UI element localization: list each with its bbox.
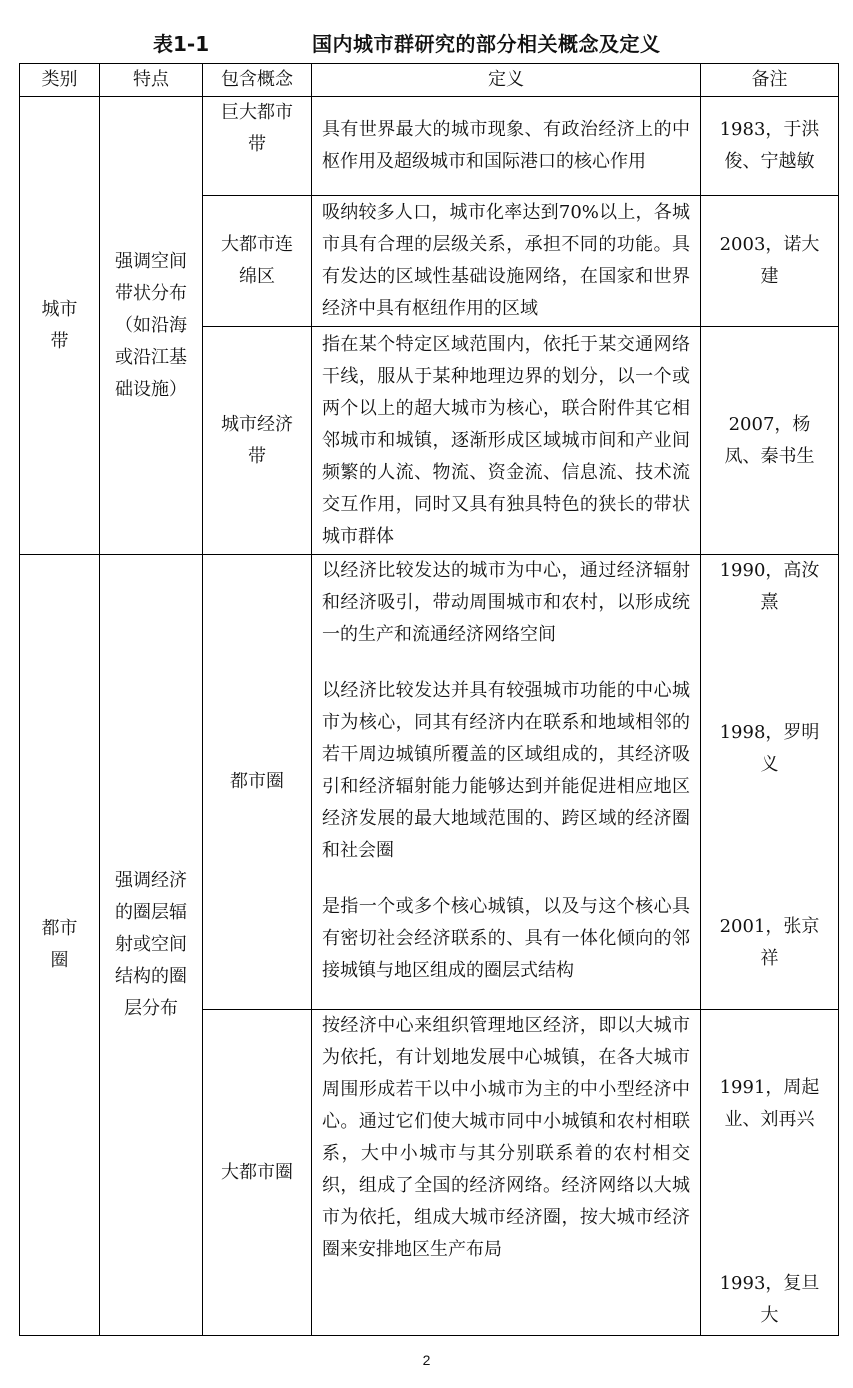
feature-cell: 强调空间带状分布（如沿海或沿江基础设施） bbox=[100, 97, 203, 555]
category-cell: 城市带 bbox=[20, 97, 100, 555]
definition-cell: 指在某个特定区域范围内，依托于某交通网络干线，服从于某种地理边界的划分，以一个或两个以上的超大城市为核心，联合附件其它相邻城市和城镇，逐渐形成区域城市间和产业间频繁的人流、物流、资金流、信息流、技术流交互作用，同时又具有独具特色的狭长的带状城市群体 bbox=[312, 327, 701, 555]
definition-cell bbox=[312, 555, 701, 1010]
header-row bbox=[20, 64, 839, 97]
concept-cell: 巨大都市带 bbox=[203, 97, 312, 196]
header-note: 备注 bbox=[701, 64, 839, 97]
concepts-table bbox=[19, 63, 839, 1336]
definition-paragraph: 是指一个或多个核心城镇，以及与这个核心具有密切社会经济联系的、具有一体化倾向的邻接城镇与地区组成的圈层式结构 bbox=[322, 896, 690, 981]
page-number: 2 bbox=[422, 1352, 431, 1368]
note-cell: 2007，杨凤、秦书生 bbox=[701, 327, 839, 555]
concept-cell: 都市圈 bbox=[203, 555, 312, 1010]
table-caption bbox=[0, 28, 853, 58]
header-concept: 包含概念 bbox=[203, 64, 312, 97]
concept-cell: 大都市连绵区 bbox=[203, 196, 312, 327]
note-text: 1990，高汝熹 bbox=[719, 560, 820, 613]
note-cell: 1983，于洪俊、宁越敏 bbox=[701, 97, 839, 196]
note-cell bbox=[701, 555, 839, 1010]
note-text: 1991，周起业、刘再兴 bbox=[719, 1077, 820, 1130]
note-cell bbox=[701, 1010, 839, 1336]
definition-paragraph: 以经济比较发达并具有较强城市功能的中心城市为核心，同其有经济内在联系和地域相邻的若干周边城镇所覆盖的区域组成的，其经济吸引和经济辐射能力能够达到并能促进相应地区经济发展的最大地域范围的、跨区域的经济圈和社会圈 bbox=[322, 680, 690, 861]
table-row bbox=[20, 97, 839, 196]
header-feature: 特点 bbox=[100, 64, 203, 97]
header-category: 类别 bbox=[20, 64, 100, 97]
paragraph-gap bbox=[322, 651, 690, 675]
note-text: 1998，罗明义 bbox=[719, 722, 820, 775]
definition-cell: 具有世界最大的城市现象、有政治经济上的中枢作用及超级城市和国际港口的核心作用 bbox=[312, 97, 701, 196]
definition-paragraph: 以经济比较发达的城市为中心，通过经济辐射和经济吸引，带动周围城市和农村，以形成统一的生产和流通经济网络空间 bbox=[322, 560, 690, 645]
concept-cell: 城市经济带 bbox=[203, 327, 312, 555]
table-row bbox=[20, 555, 839, 1010]
table-title: 国内城市群研究的部分相关概念及定义 bbox=[312, 32, 661, 56]
table-number: 表1-1 bbox=[153, 32, 210, 56]
category-cell: 都市圈 bbox=[20, 555, 100, 1336]
feature-cell: 强调经济的圈层辐射或空间结构的圈层分布 bbox=[100, 555, 203, 1336]
note-text: 1993，复旦大 bbox=[719, 1273, 820, 1326]
concept-cell: 大都市圈 bbox=[203, 1010, 312, 1336]
note-text: 2001，张京祥 bbox=[719, 916, 820, 969]
definition-cell: 按经济中心来组织管理地区经济，即以大城市为依托，有计划地发展中心城镇，在各大城市周围形成若干以中小城市为主的中小型经济中心。通过它们使大城市同中小城镇和农村相联系，大中小城市与其分别联系着的农村相交织，组成了全国的经济网络。经济网络以大城市为依托，组成大城市经济圈，按大城市经济圈来安排地区生产布局 bbox=[312, 1010, 701, 1336]
definition-cell: 吸纳较多人口，城市化率达到70%以上，各城市具有合理的层级关系，承担不同的功能。具有发达的区域性基础设施网络，在国家和世界经济中具有枢纽作用的区域 bbox=[312, 196, 701, 327]
header-definition: 定义 bbox=[312, 64, 701, 97]
paragraph-gap bbox=[322, 867, 690, 891]
note-cell: 2003，诺大建 bbox=[701, 196, 839, 327]
